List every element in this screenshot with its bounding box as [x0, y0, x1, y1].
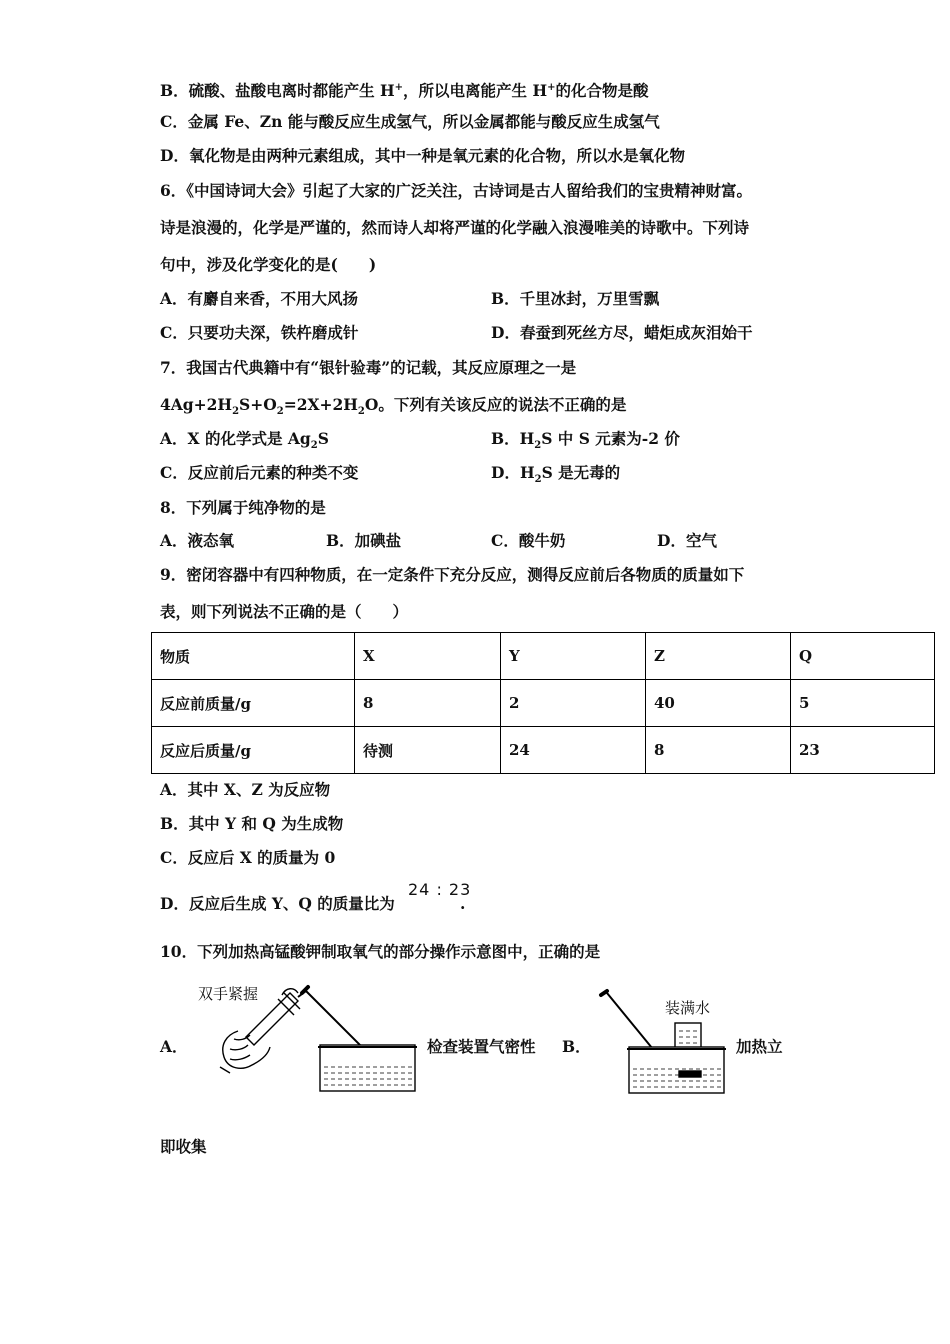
table-cell: 8 [355, 680, 501, 727]
table-cell: 23 [791, 727, 935, 774]
q9-option-b: B．其中 Y 和 Q 为生成物 [160, 814, 344, 833]
q8-option-d: D．空气 [657, 531, 717, 550]
table-cell: 5 [791, 680, 935, 727]
q9-option-a: A．其中 X、Z 为反应物 [160, 780, 331, 799]
q6-stem-line3: 句中，涉及化学变化的是( ) [160, 255, 377, 274]
q6-option-d: D．春蚕到死丝方尽，蜡炬成灰泪始干 [491, 323, 753, 342]
q10-figure-a [190, 975, 420, 1100]
q10-figure-b [595, 985, 730, 1100]
q7-option-c: C．反应前后元素的种类不变 [160, 463, 359, 482]
q10-caption-b: 加热立 [736, 1037, 783, 1056]
q9-stem-line1: 9．密闭容器中有四种物质，在一定条件下充分反应，测得反应前后各物质的质量如下 [160, 565, 745, 584]
q8-stem: 8．下列属于纯净物的是 [160, 498, 326, 517]
table-cell: Q [791, 633, 935, 680]
q9-ratio: 24 : 23 [408, 880, 472, 899]
table-cell: 8 [646, 727, 791, 774]
q9-option-d: D．反应后生成 Y、Q 的质量比为 [160, 894, 395, 913]
q5-option-b: B．硫酸、盐酸电离时都能产生 H+，所以电离能产生 H+的化合物是酸 [160, 81, 649, 101]
table-cell: 物质 [152, 633, 355, 680]
table-row [152, 727, 935, 774]
q10-stem: 10．下列加热高锰酸钾制取氧气的部分操作示意图中，正确的是 [160, 942, 601, 961]
table-cell: 24 [501, 727, 646, 774]
table-cell: Y [501, 633, 646, 680]
q8-option-c: C．酸牛奶 [491, 531, 566, 550]
q6-option-c: C．只要功夫深，铁杵磨成针 [160, 323, 359, 342]
table-cell: Z [646, 633, 791, 680]
q9-option-c: C．反应后 X 的质量为 0 [160, 848, 336, 867]
q10-caption-b-continued: 即收集 [160, 1137, 207, 1156]
q7-option-a: A．X 的化学式是 $Ag_2S$ [160, 429, 329, 452]
q9-period: . [460, 894, 466, 913]
q7-option-b: B．$H_2S$ 中 S 元素为-2 价 [491, 429, 680, 452]
q9-stem-line2: 表，则下列说法不正确的是（ ） [160, 602, 409, 621]
table-header-row [152, 633, 935, 680]
table-cell: 40 [646, 680, 791, 727]
q6-stem-line1: 6．《中国诗词大会》引起了大家的广泛关注，古诗词是古人留给我们的宝贵精神财富。 [160, 181, 753, 200]
table-cell: 反应前质量/g [152, 680, 355, 727]
q10-caption-a: 检查装置气密性 [427, 1037, 536, 1056]
q6-stem-line2: 诗是浪漫的，化学是严谨的，然而诗人却将严谨的化学融入浪漫唯美的诗歌中。下列诗 [160, 218, 750, 237]
table-cell: 2 [501, 680, 646, 727]
figure-b-label: 装满水 [665, 999, 711, 1017]
table-cell: 待测 [355, 727, 501, 774]
q6-option-a: A．有麝自来香，不用大风扬 [160, 289, 359, 308]
q5-option-d: D．氧化物是由两种元素组成，其中一种是氧元素的化合物，所以水是氧化物 [160, 146, 685, 165]
q7-stem-line1: 7．我国古代典籍中有“银针验毒”的记载，其反应原理之一是 [160, 358, 577, 377]
table-cell: 反应后质量/g [152, 727, 355, 774]
q8-option-b: B．加碘盐 [326, 531, 402, 550]
q10-option-b: B． [562, 1037, 591, 1056]
q9-mass-table [151, 632, 935, 774]
q5-option-c: C．金属 Fe、Zn 能与酸反应生成氢气，所以金属都能与酸反应生成氢气 [160, 112, 660, 131]
table-row [152, 680, 935, 727]
q10-option-a: A． [160, 1037, 188, 1056]
figure-a-label: 双手紧握 [198, 985, 259, 1003]
table-cell: X [355, 633, 501, 680]
q7-option-d: D．$H_2S$ 是无毒的 [491, 463, 621, 486]
q8-option-a: A．液态氧 [160, 531, 235, 550]
q7-equation: $4Ag+2H_2S+O_2=2X+2H_2O$。下列有关该反应的说法不正确的是 [160, 395, 627, 418]
q6-option-b: B．千里冰封，万里雪飘 [491, 289, 660, 308]
